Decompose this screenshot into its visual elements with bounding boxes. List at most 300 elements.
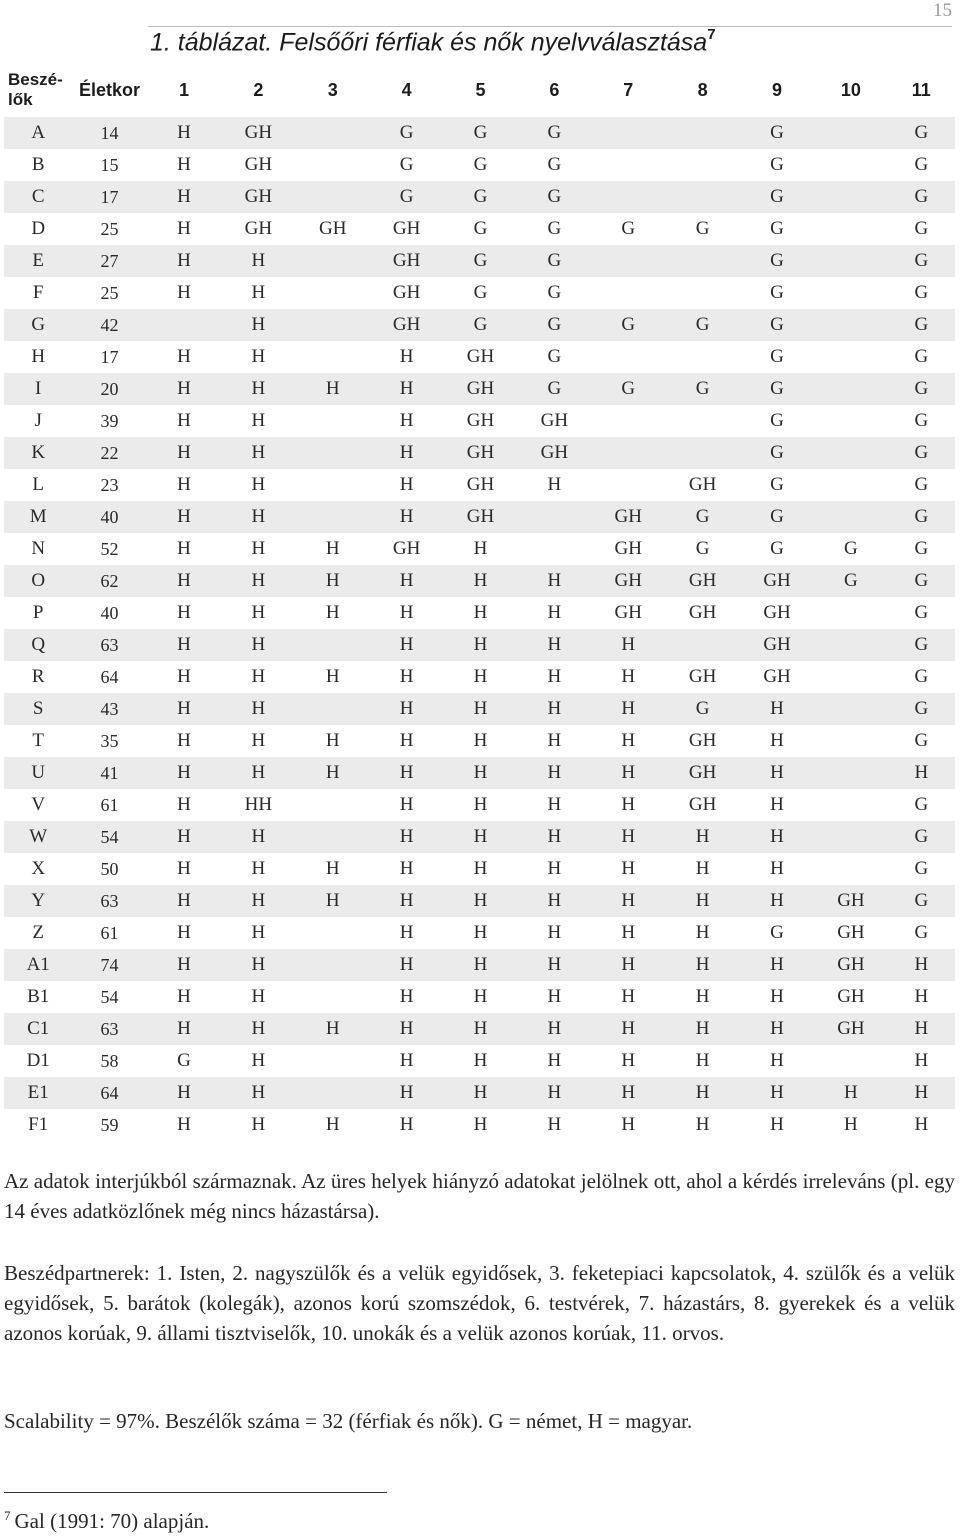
language-cell: G	[888, 149, 955, 181]
language-cell	[814, 149, 887, 181]
table-title-text: 1. táblázat. Felsőőri férfiak és nők nyelvválasztása	[150, 28, 708, 57]
language-cell: H	[370, 1109, 443, 1141]
language-cell: GH	[814, 981, 887, 1013]
language-cell: G	[740, 469, 814, 501]
language-cell: H	[370, 405, 443, 437]
table-row	[4, 1045, 955, 1077]
language-cell	[665, 245, 739, 277]
speaker-cell: A	[4, 117, 72, 149]
table-row	[4, 341, 955, 373]
language-cell: G	[443, 213, 517, 245]
table-row	[4, 309, 955, 341]
table-row	[4, 661, 955, 693]
language-cell: G	[888, 437, 955, 469]
language-cell: H	[518, 757, 591, 789]
language-cell: H	[888, 1045, 955, 1077]
language-cell: H	[740, 1013, 814, 1045]
language-cell: H	[296, 565, 370, 597]
partner-column-header: 3	[327, 79, 338, 100]
language-cell: H	[443, 917, 517, 949]
language-cell: H	[221, 501, 295, 533]
language-cell	[814, 277, 887, 309]
language-cell: H	[147, 181, 221, 213]
language-cell: H	[370, 789, 443, 821]
language-cell: GH	[740, 597, 814, 629]
language-cell: G	[740, 117, 814, 149]
language-cell: H	[147, 885, 221, 917]
age-cell: 63	[72, 629, 146, 661]
language-cell: G	[665, 533, 739, 565]
language-cell	[296, 181, 370, 213]
language-cell: H	[443, 949, 517, 981]
language-cell: H	[443, 1013, 517, 1045]
language-cell: G	[888, 277, 955, 309]
language-cell	[665, 629, 739, 661]
language-cell	[518, 533, 591, 565]
language-cell: G	[888, 885, 955, 917]
language-cell: H	[518, 1109, 591, 1141]
speaker-cell: N	[4, 533, 72, 565]
age-cell: 58	[72, 1045, 146, 1077]
language-cell: H	[296, 885, 370, 917]
language-cell: H	[370, 725, 443, 757]
language-cell: G	[740, 917, 814, 949]
language-cell: H	[443, 565, 517, 597]
language-cell	[665, 405, 739, 437]
language-cell: GH	[591, 533, 665, 565]
language-cell: G	[518, 117, 591, 149]
language-cell: H	[518, 469, 591, 501]
language-cell	[296, 341, 370, 373]
language-cell: H	[370, 917, 443, 949]
language-cell: H	[221, 1077, 295, 1109]
language-cell: H	[147, 213, 221, 245]
language-cell: H	[591, 885, 665, 917]
language-cell: H	[370, 597, 443, 629]
language-cell	[296, 693, 370, 725]
language-cell: H	[221, 405, 295, 437]
language-cell: GH	[665, 757, 739, 789]
notes-scalability	[4, 1406, 955, 1436]
speaker-cell: H	[4, 341, 72, 373]
language-cell: H	[221, 437, 295, 469]
speaker-cell: T	[4, 725, 72, 757]
language-cell: G	[370, 117, 443, 149]
language-cell: GH	[665, 661, 739, 693]
language-cell: H	[665, 917, 739, 949]
language-cell: G	[888, 533, 955, 565]
table-row	[4, 885, 955, 917]
language-cell: H	[665, 821, 739, 853]
footnote	[4, 1508, 209, 1534]
language-cell: H	[591, 853, 665, 885]
language-cell: G	[814, 565, 887, 597]
language-cell: GH	[370, 245, 443, 277]
language-cell: H	[370, 1077, 443, 1109]
language-cell: H	[370, 981, 443, 1013]
language-cell	[814, 501, 887, 533]
language-cell: H	[221, 821, 295, 853]
language-cell: G	[740, 405, 814, 437]
speaker-cell: S	[4, 693, 72, 725]
language-cell	[814, 757, 887, 789]
partners-note: Beszédpartnerek: 1. Isten, 2. nagyszülők és a velük egyidősek, 3. feketepiaci kapcsolatok, 4. szülők és a velük egyidősek, 5. barátok (kolegák), azonos korú szomszédok, 6. testvérek, 7. házastárs, 8. gyerekek és a velük azonos korúak, 9. állami tisztviselők, 10. unokák és a velük azonos korúak, 11. orvos.	[4, 1261, 955, 1345]
language-cell: H	[147, 437, 221, 469]
language-cell: G	[665, 309, 739, 341]
language-cell	[814, 437, 887, 469]
language-cell: H	[591, 789, 665, 821]
language-cell: G	[518, 149, 591, 181]
language-cell: G	[888, 181, 955, 213]
language-cell	[296, 469, 370, 501]
language-cell: H	[370, 757, 443, 789]
language-cell: G	[888, 469, 955, 501]
age-cell: 20	[72, 373, 146, 405]
language-cell: H	[147, 789, 221, 821]
language-cell: H	[591, 629, 665, 661]
language-cell: G	[591, 213, 665, 245]
language-cell: H	[665, 949, 739, 981]
age-cell: 17	[72, 181, 146, 213]
language-cell: H	[221, 469, 295, 501]
language-cell	[296, 501, 370, 533]
language-cell: GH	[740, 629, 814, 661]
language-cell	[814, 469, 887, 501]
language-cell: GH	[370, 277, 443, 309]
language-cell: G	[370, 149, 443, 181]
language-cell: H	[591, 1109, 665, 1141]
table-row	[4, 757, 955, 789]
table-body	[4, 117, 955, 1141]
language-cell: GH	[814, 949, 887, 981]
language-cell: H	[518, 693, 591, 725]
speaker-cell: E	[4, 245, 72, 277]
language-cell: GH	[665, 565, 739, 597]
language-cell: G	[443, 245, 517, 277]
language-cell: H	[443, 757, 517, 789]
table-row	[4, 245, 955, 277]
language-cell: H	[740, 949, 814, 981]
language-cell: H	[443, 533, 517, 565]
language-cell: H	[147, 597, 221, 629]
language-cell: G	[740, 149, 814, 181]
language-cell: G	[518, 341, 591, 373]
table-row	[4, 853, 955, 885]
language-cell: H	[147, 373, 221, 405]
language-cell: H	[814, 1109, 887, 1141]
language-cell: G	[370, 181, 443, 213]
age-cell: 59	[72, 1109, 146, 1141]
table-row	[4, 693, 955, 725]
language-cell: H	[147, 277, 221, 309]
language-cell: H	[221, 533, 295, 565]
age-cell: 14	[72, 117, 146, 149]
language-cell: H	[147, 821, 221, 853]
language-cell: H	[147, 405, 221, 437]
partner-column-header: 6	[549, 79, 560, 100]
language-cell: G	[665, 693, 739, 725]
age-cell: 22	[72, 437, 146, 469]
language-cell: H	[147, 629, 221, 661]
language-cell: H	[221, 341, 295, 373]
language-cell: H	[591, 661, 665, 693]
language-cell: H	[147, 1109, 221, 1141]
language-cell: G	[888, 693, 955, 725]
language-cell: H	[221, 949, 295, 981]
language-cell: H	[147, 117, 221, 149]
language-choice-table	[4, 63, 955, 1141]
language-cell	[814, 725, 887, 757]
language-cell: GH	[665, 597, 739, 629]
speaker-cell: V	[4, 789, 72, 821]
footnote-text: Gal (1991: 70) alapján.	[14, 1509, 210, 1533]
language-cell: H	[147, 341, 221, 373]
language-cell: H	[665, 853, 739, 885]
language-cell	[591, 149, 665, 181]
language-cell: G	[814, 533, 887, 565]
speaker-cell: C1	[4, 1013, 72, 1045]
speaker-cell: K	[4, 437, 72, 469]
language-cell	[814, 373, 887, 405]
language-cell: H	[147, 725, 221, 757]
language-cell: GH	[591, 501, 665, 533]
age-cell: 23	[72, 469, 146, 501]
language-cell: H	[221, 917, 295, 949]
language-cell	[296, 405, 370, 437]
table-row	[4, 917, 955, 949]
speaker-cell: J	[4, 405, 72, 437]
language-cell	[296, 789, 370, 821]
age-cell: 27	[72, 245, 146, 277]
table-row	[4, 597, 955, 629]
language-cell: G	[591, 309, 665, 341]
speaker-cell: E1	[4, 1077, 72, 1109]
speaker-cell: D	[4, 213, 72, 245]
title-footnote-ref: 7	[707, 26, 716, 43]
language-cell	[591, 117, 665, 149]
language-cell: H	[443, 629, 517, 661]
language-cell: H	[888, 757, 955, 789]
language-cell: H	[443, 853, 517, 885]
language-cell	[665, 181, 739, 213]
language-cell	[814, 597, 887, 629]
language-cell: H	[740, 853, 814, 885]
language-cell	[296, 437, 370, 469]
language-cell	[591, 181, 665, 213]
language-cell: H	[740, 757, 814, 789]
language-cell: H	[443, 789, 517, 821]
age-cell: 15	[72, 149, 146, 181]
language-cell: GH	[665, 725, 739, 757]
language-cell: G	[888, 853, 955, 885]
table-row	[4, 1077, 955, 1109]
language-cell: H	[665, 1109, 739, 1141]
language-cell: H	[221, 853, 295, 885]
language-cell: G	[518, 213, 591, 245]
language-cell: GH	[221, 181, 295, 213]
language-cell: H	[518, 1077, 591, 1109]
language-cell: GH	[296, 213, 370, 245]
speaker-cell: D1	[4, 1045, 72, 1077]
source-note: Az adatok interjúkból származnak. Az üres helyek hiányzó adatokat jelölnek ott, ahol a kérdés irreleváns (pl. egy 14 éves adatközlőnek még nincs házastársa).	[4, 1169, 955, 1223]
language-cell: G	[147, 1045, 221, 1077]
language-cell: H	[591, 1045, 665, 1077]
speaker-cell: F	[4, 277, 72, 309]
table-row	[4, 501, 955, 533]
table-row	[4, 149, 955, 181]
language-cell	[591, 437, 665, 469]
language-cell: G	[888, 117, 955, 149]
language-cell: H	[443, 821, 517, 853]
language-cell: H	[221, 661, 295, 693]
language-cell	[814, 309, 887, 341]
language-cell: G	[443, 309, 517, 341]
language-cell: GH	[221, 117, 295, 149]
partner-column-header: 5	[475, 79, 486, 100]
language-cell: H	[665, 1077, 739, 1109]
language-cell	[296, 1045, 370, 1077]
language-cell	[296, 821, 370, 853]
table-row	[4, 117, 955, 149]
speaker-cell: Q	[4, 629, 72, 661]
table-row	[4, 949, 955, 981]
language-cell: G	[888, 725, 955, 757]
language-cell: H	[147, 757, 221, 789]
page-number: 15	[933, 0, 952, 21]
language-cell: H	[221, 981, 295, 1013]
age-cell: 25	[72, 213, 146, 245]
language-cell: H	[888, 1013, 955, 1045]
age-cell: 42	[72, 309, 146, 341]
language-cell: G	[443, 149, 517, 181]
age-cell: 40	[72, 501, 146, 533]
language-cell	[296, 245, 370, 277]
language-cell: H	[443, 1045, 517, 1077]
language-cell: G	[888, 213, 955, 245]
language-cell: G	[888, 629, 955, 661]
language-cell: G	[740, 341, 814, 373]
speaker-cell: A1	[4, 949, 72, 981]
language-cell: H	[221, 597, 295, 629]
language-cell: H	[296, 373, 370, 405]
language-cell: H	[443, 885, 517, 917]
language-cell	[591, 245, 665, 277]
speaker-cell: X	[4, 853, 72, 885]
language-cell: H	[147, 469, 221, 501]
partner-column-header: 4	[401, 79, 412, 100]
language-cell: H	[443, 725, 517, 757]
age-cell: 63	[72, 1013, 146, 1045]
language-cell: H	[591, 693, 665, 725]
language-cell: H	[296, 597, 370, 629]
language-cell: H	[518, 885, 591, 917]
language-cell: H	[221, 1109, 295, 1141]
language-cell	[591, 277, 665, 309]
language-cell: H	[147, 661, 221, 693]
language-cell	[296, 309, 370, 341]
speaker-cell: Z	[4, 917, 72, 949]
language-cell: GH	[370, 213, 443, 245]
language-cell: GH	[443, 373, 517, 405]
age-cell: 52	[72, 533, 146, 565]
language-cell	[814, 245, 887, 277]
table-header-row	[4, 63, 955, 117]
age-cell: 64	[72, 661, 146, 693]
language-cell: G	[740, 437, 814, 469]
language-cell	[814, 693, 887, 725]
partner-column-header: 10	[840, 79, 861, 100]
language-cell: G	[518, 277, 591, 309]
language-cell: H	[147, 565, 221, 597]
partner-column-header: 1	[178, 79, 189, 100]
language-cell: HH	[221, 789, 295, 821]
language-cell: H	[518, 917, 591, 949]
language-cell	[591, 341, 665, 373]
language-cell: G	[518, 245, 591, 277]
language-cell	[665, 117, 739, 149]
language-cell: G	[888, 245, 955, 277]
language-cell: H	[665, 1013, 739, 1045]
language-cell: H	[518, 853, 591, 885]
table-row	[4, 213, 955, 245]
age-cell: 25	[72, 277, 146, 309]
language-cell: H	[518, 725, 591, 757]
language-cell: H	[370, 853, 443, 885]
language-cell: H	[147, 533, 221, 565]
language-cell: H	[518, 1045, 591, 1077]
language-cell: H	[591, 757, 665, 789]
language-cell: G	[665, 501, 739, 533]
age-cell: 54	[72, 821, 146, 853]
age-column-header: Életkor	[79, 79, 141, 100]
language-cell: H	[443, 661, 517, 693]
language-cell	[518, 501, 591, 533]
language-cell: G	[888, 309, 955, 341]
language-cell: H	[518, 661, 591, 693]
language-cell	[814, 117, 887, 149]
language-cell	[814, 629, 887, 661]
language-cell: H	[296, 1109, 370, 1141]
language-cell: G	[518, 309, 591, 341]
language-cell	[296, 981, 370, 1013]
language-cell	[147, 309, 221, 341]
language-cell	[296, 629, 370, 661]
language-cell: GH	[518, 405, 591, 437]
language-cell: H	[443, 693, 517, 725]
language-cell: H	[221, 277, 295, 309]
language-cell: H	[296, 533, 370, 565]
language-cell: H	[296, 757, 370, 789]
language-cell: H	[147, 853, 221, 885]
age-cell: 61	[72, 917, 146, 949]
table-row	[4, 469, 955, 501]
language-cell: G	[443, 277, 517, 309]
language-cell: H	[221, 725, 295, 757]
language-cell: GH	[443, 405, 517, 437]
language-cell: H	[296, 661, 370, 693]
language-cell: H	[370, 373, 443, 405]
language-cell: GH	[665, 469, 739, 501]
language-cell: GH	[814, 917, 887, 949]
language-cell: H	[740, 693, 814, 725]
age-cell: 39	[72, 405, 146, 437]
language-cell: H	[888, 981, 955, 1013]
language-cell: GH	[443, 341, 517, 373]
speaker-cell: F1	[4, 1109, 72, 1141]
language-cell: H	[221, 1045, 295, 1077]
language-cell: G	[518, 181, 591, 213]
table-row	[4, 565, 955, 597]
